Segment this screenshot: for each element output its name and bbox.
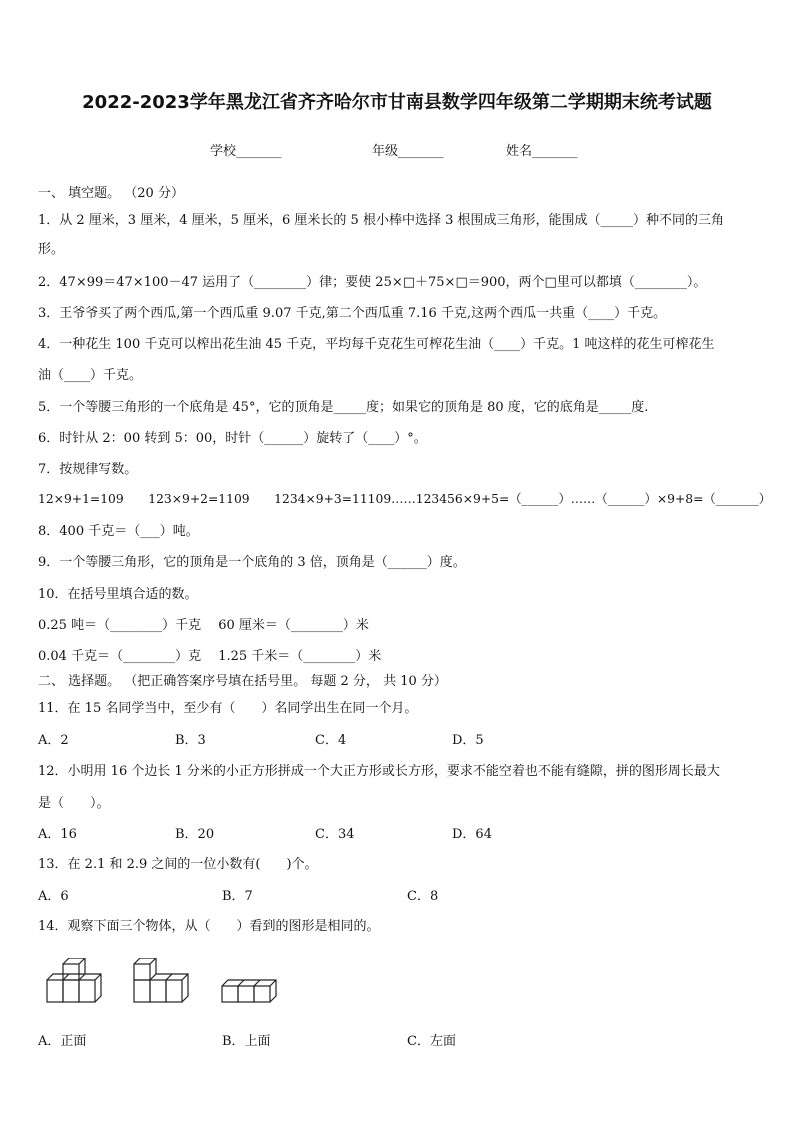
cube-figure-3: [222, 980, 276, 1002]
q12-option-b: B．20: [175, 827, 215, 842]
question-7: 7．按规律写数。: [38, 462, 138, 477]
question-7-sequence: 12×9+1=109 123×9+2=1109 1234×9+3=11109……123456×9+5=（______）……（______）×9+8=（_______）: [38, 492, 772, 506]
question-9: 9．一个等腰三角形，它的顶角是一个底角的 3 倍，顶角是（______）度。: [38, 555, 466, 570]
question-14: 14．观察下面三个物体，从（ ）看到的图形是相同的。: [38, 919, 380, 934]
q13-option-b: B．7: [222, 889, 253, 904]
section-fill-blank-heading: 一、 填空题。 （20 分）: [38, 186, 184, 201]
question-11: 11．在 15 名同学当中，至少有（ ）名同学出生在同一个月。: [38, 701, 418, 716]
question-12-cont: 是（ ）。: [38, 796, 110, 811]
name-field: 姓名_______: [506, 144, 578, 159]
cube-figures: [44, 958, 294, 1008]
q13-option-c: C．8: [407, 889, 439, 904]
q11-option-b: B．3: [175, 733, 206, 748]
question-4-cont: 油（____）千克。: [38, 368, 143, 383]
grade-field: 年级_______: [372, 144, 444, 159]
q12-option-a: A．16: [38, 827, 77, 842]
q11-option-a: A．2: [38, 733, 69, 748]
q12-option-d: D．64: [452, 827, 492, 842]
question-13: 13．在 2.1 和 2.9 之间的一位小数有( )个。: [38, 857, 318, 872]
q14-option-b: B．上面: [222, 1034, 271, 1049]
question-10-row-2: 0.04 千克＝（________）克 1.25 千米＝（________）米: [38, 649, 382, 664]
question-4: 4．一种花生 100 千克可以榨出花生油 45 千克，平均每千克花生可榨花生油（____）千克。1 吨这样的花生可榨花生: [38, 337, 715, 352]
question-1: 1．从 2 厘米，3 厘米，4 厘米，5 厘米，6 厘米长的 5 根小棒中选择 3 根围成三角形，能围成（_____）种不同的三角: [38, 213, 724, 228]
cube-figure-1: [47, 958, 101, 1002]
question-8: 8．400 千克＝（___）吨。: [38, 524, 199, 539]
school-field: 学校_______: [210, 144, 282, 159]
question-6: 6．时针从 2：00 转到 5：00，时针（______）旋转了（____）°。: [38, 431, 427, 446]
q11-option-c: C．4: [315, 733, 347, 748]
section-choice-heading: 二、 选择题。 （把正确答案序号填在括号里。 每题 2 分， 共 10 分）: [38, 674, 447, 689]
question-10-row-1: 0.25 吨＝（________）千克 60 厘米＝（________）米: [38, 618, 369, 633]
q13-option-a: A．6: [38, 889, 69, 904]
q12-option-c: C．34: [315, 827, 355, 842]
q14-option-c: C．左面: [407, 1034, 456, 1049]
question-10: 10．在括号里填合适的数。: [38, 587, 198, 602]
q11-option-d: D．5: [452, 733, 484, 748]
q14-option-a: A．正面: [38, 1034, 87, 1049]
cube-figure-2: [134, 958, 188, 1002]
question-2: 2．47×99＝47×100－47 运用了（________）律；要使 25×□＋75×□＝900，两个□里可以都填（________）。: [38, 275, 707, 290]
page-title: 2022-2023学年黑龙江省齐齐哈尔市甘南县数学四年级第二学期期末统考试题: [82, 92, 712, 113]
question-3: 3．王爷爷买了两个西瓜,第一个西瓜重 9.07 千克,第二个西瓜重 7.16 千克,这两个西瓜一共重（____）千克。: [38, 306, 667, 321]
question-5: 5．一个等腰三角形的一个底角是 45°，它的顶角是_____度；如果它的顶角是 80 度，它的底角是_____度.: [38, 400, 649, 415]
question-12: 12．小明用 16 个边长 1 分米的小正方形拼成一个大正方形或长方形，要求不能空着也不能有缝隙，拼的图形周长最大: [38, 764, 720, 779]
question-1-cont: 形。: [38, 242, 65, 257]
